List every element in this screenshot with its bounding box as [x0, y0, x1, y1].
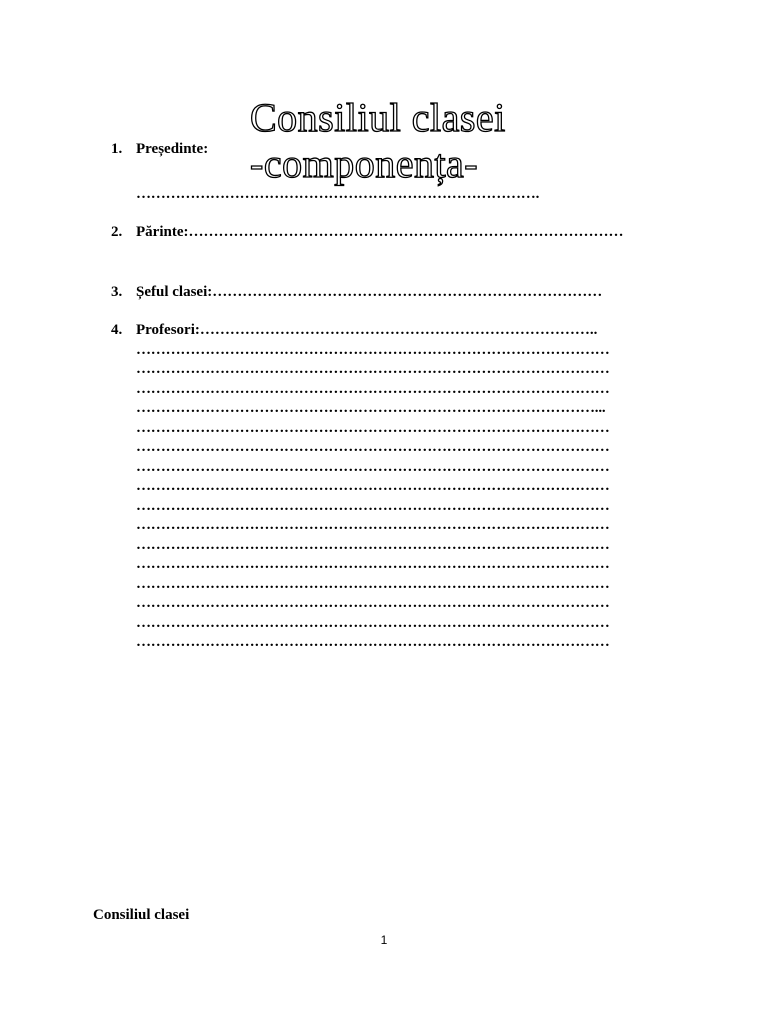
item-1-label: Președinte: [136, 141, 209, 157]
professor-line: …………………………………………………………………………………… [136, 634, 610, 650]
professor-line: …………………………………………………………………………………… [136, 517, 610, 533]
item-1-number: 1. [111, 141, 123, 157]
document-title-line-1: Consiliul clasei [250, 95, 506, 140]
item-4-number: 4. [111, 322, 123, 338]
footer-title: Consiliul clasei [93, 907, 190, 923]
item-2-label: Părinte:…………………………………………………………………………… [136, 224, 624, 240]
professor-line: …………………………………………………………………………………… [136, 459, 610, 475]
page-number: 1 [380, 933, 388, 947]
professor-line: …………………………………………………………………………………… [136, 498, 610, 514]
professor-line: …………………………………………………………………………………… [136, 615, 610, 631]
item-3-label: Șeful clasei:…………………………………………………………………… [136, 284, 603, 300]
professor-line: …………………………………………………………………………………… [136, 556, 610, 572]
item-1-dots: ………………………………………………………………………. [136, 186, 540, 202]
item-3-number: 3. [111, 284, 123, 300]
professor-line: …………………………………………………………………………………... [136, 400, 606, 416]
professor-line: …………………………………………………………………………………… [136, 342, 610, 358]
professor-line: …………………………………………………………………………………… [136, 478, 610, 494]
professor-line: …………………………………………………………………………………… [136, 361, 610, 377]
professor-line: …………………………………………………………………………………… [136, 537, 610, 553]
document-title-line-2: -componența- [250, 141, 479, 186]
professor-line: …………………………………………………………………………………… [136, 595, 610, 611]
item-2-number: 2. [111, 224, 123, 240]
professor-line: …………………………………………………………………………………… [136, 439, 610, 455]
professor-line: …………………………………………………………………………………… [136, 381, 610, 397]
professor-line: …………………………………………………………………………………… [136, 576, 610, 592]
item-4-label: Profesori:…………………………………………………………………….. [136, 322, 598, 338]
professor-line: …………………………………………………………………………………… [136, 420, 610, 436]
